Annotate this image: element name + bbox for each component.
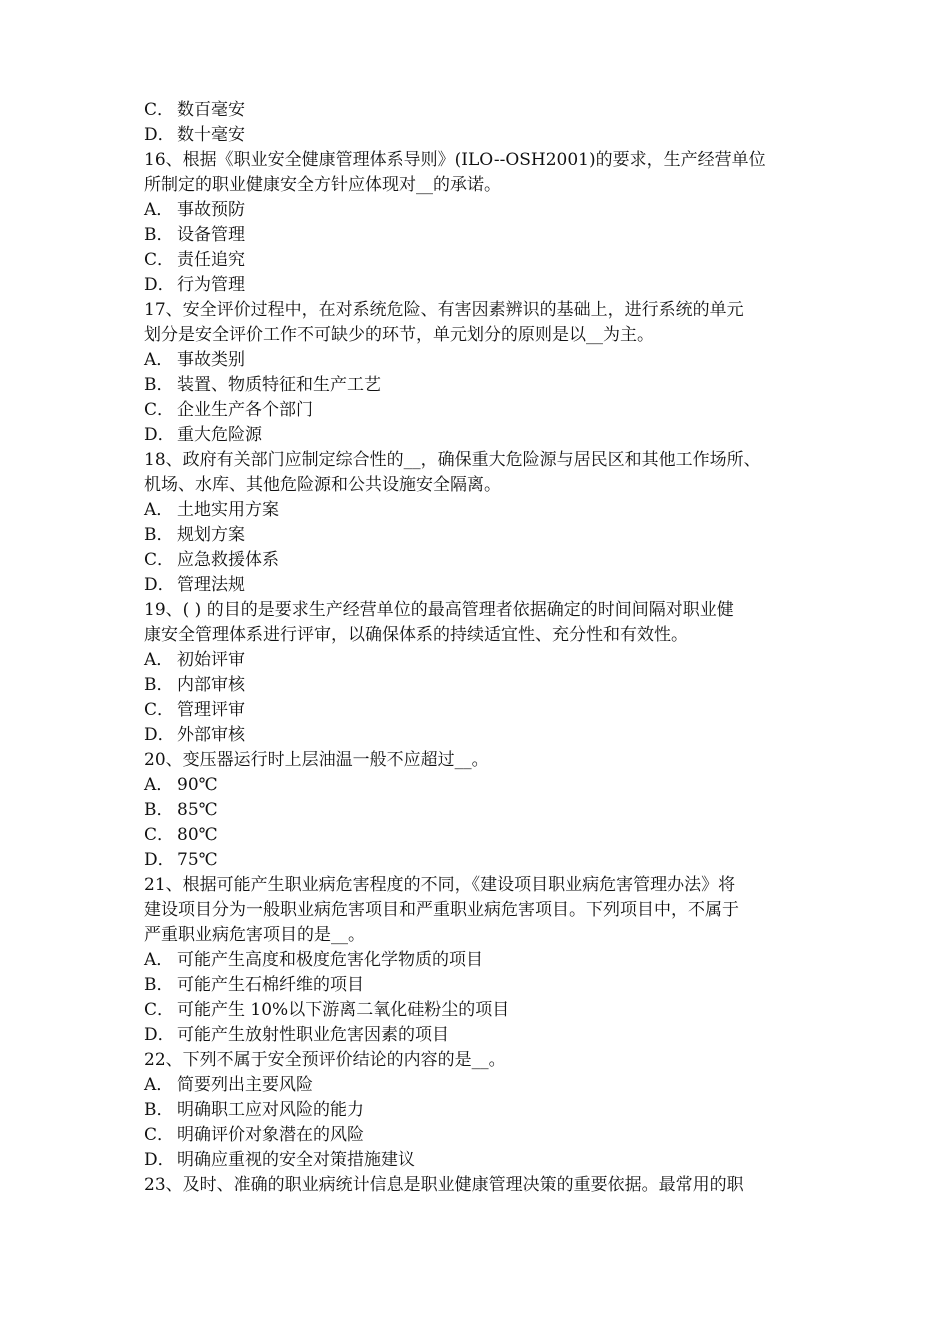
question-text-line: 机场、水库、其他危险源和公共设施安全隔离。 bbox=[144, 475, 501, 495]
option-letter: A． bbox=[144, 500, 174, 520]
option-letter: B． bbox=[144, 800, 174, 820]
answer-option bbox=[144, 823, 824, 848]
option-letter: C． bbox=[144, 100, 175, 120]
option-letter: C． bbox=[144, 1000, 175, 1020]
answer-option bbox=[144, 523, 824, 548]
question-text-line: 所制定的职业健康安全方针应体现对__的承诺。 bbox=[144, 175, 501, 195]
answer-option bbox=[144, 773, 824, 798]
option-letter: B． bbox=[144, 525, 174, 545]
option-text: 责任追究 bbox=[177, 250, 245, 270]
question-text-line: 19、( ) 的目的是要求生产经营单位的最高管理者依据确定的时间间隔对职业健 bbox=[144, 600, 734, 620]
option-letter: B． bbox=[144, 1100, 174, 1120]
answer-option bbox=[144, 548, 824, 573]
answer-option bbox=[144, 348, 824, 373]
option-letter: A． bbox=[144, 200, 174, 220]
option-text: 事故类别 bbox=[177, 350, 245, 370]
option-text: 重大危险源 bbox=[177, 425, 262, 445]
option-letter: D． bbox=[144, 1025, 175, 1045]
question-text-line: 严重职业病危害项目的是__。 bbox=[144, 925, 365, 945]
question-text-line: 康安全管理体系进行评审，以确保体系的持续适宜性、充分性和有效性。 bbox=[144, 625, 688, 645]
question-text-line: 21、根据可能产生职业病危害程度的不同，《建设项目职业病危害管理办法》将 bbox=[144, 875, 736, 895]
option-text: 85℃ bbox=[177, 800, 218, 820]
option-text: 初始评审 bbox=[177, 650, 245, 670]
question-text-line: 23、及时、准确的职业病统计信息是职业健康管理决策的重要依据。最常用的职 bbox=[144, 1175, 744, 1195]
answer-option bbox=[144, 223, 824, 248]
option-letter: D． bbox=[144, 1150, 175, 1170]
option-text: 行为管理 bbox=[177, 275, 245, 295]
answer-option bbox=[144, 1023, 824, 1048]
option-text: 企业生产各个部门 bbox=[177, 400, 313, 420]
question-text-line: 16、根据《职业安全健康管理体系导则》(ILO--OSH2001)的要求，生产经营单位 bbox=[144, 150, 766, 170]
option-text: 可能产生石棉纤维的项目 bbox=[177, 975, 364, 995]
option-letter: D． bbox=[144, 125, 175, 145]
option-text: 明确评价对象潜在的风险 bbox=[177, 1125, 364, 1145]
answer-option bbox=[144, 698, 824, 723]
option-text: 可能产生 10%以下游离二氧化硅粉尘的项目 bbox=[177, 1000, 510, 1020]
answer-option bbox=[144, 998, 824, 1023]
option-letter: D． bbox=[144, 425, 175, 445]
option-text: 土地实用方案 bbox=[177, 500, 279, 520]
option-letter: A． bbox=[144, 650, 174, 670]
answer-option bbox=[144, 1148, 824, 1173]
answer-option bbox=[144, 498, 824, 523]
answer-option bbox=[144, 398, 824, 423]
question-text-line: 划分是安全评价工作不可缺少的环节，单元划分的原则是以__为主。 bbox=[144, 325, 654, 345]
option-text: 75℃ bbox=[177, 850, 218, 870]
answer-option bbox=[144, 948, 824, 973]
option-text: 可能产生放射性职业危害因素的项目 bbox=[177, 1025, 449, 1045]
option-letter: D． bbox=[144, 725, 175, 745]
answer-option bbox=[144, 648, 824, 673]
answer-option bbox=[144, 273, 824, 298]
question-text-line: 17、安全评价过程中，在对系统危险、有害因素辨识的基础上，进行系统的单元 bbox=[144, 300, 744, 320]
option-letter: A． bbox=[144, 350, 174, 370]
option-letter: C． bbox=[144, 825, 175, 845]
answer-option bbox=[144, 848, 824, 873]
answer-option bbox=[144, 573, 824, 598]
answer-option bbox=[144, 248, 824, 273]
option-letter: A． bbox=[144, 1075, 174, 1095]
option-text: 装置、物质特征和生产工艺 bbox=[177, 375, 381, 395]
answer-option bbox=[144, 98, 824, 123]
option-text: 管理评审 bbox=[177, 700, 245, 720]
option-letter: A． bbox=[144, 775, 174, 795]
answer-option bbox=[144, 373, 824, 398]
answer-option bbox=[144, 1073, 824, 1098]
option-text: 内部审核 bbox=[177, 675, 245, 695]
option-letter: A． bbox=[144, 950, 174, 970]
option-letter: C． bbox=[144, 400, 175, 420]
option-letter: B． bbox=[144, 675, 174, 695]
answer-option bbox=[144, 973, 824, 998]
question-text-line: 20、变压器运行时上层油温一般不应超过__。 bbox=[144, 750, 489, 770]
answer-option bbox=[144, 123, 824, 148]
option-text: 事故预防 bbox=[177, 200, 245, 220]
option-letter: C． bbox=[144, 1125, 175, 1145]
option-letter: B． bbox=[144, 375, 174, 395]
option-text: 80℃ bbox=[177, 825, 218, 845]
document-body bbox=[144, 98, 824, 1198]
answer-option bbox=[144, 673, 824, 698]
option-text: 规划方案 bbox=[177, 525, 245, 545]
answer-option bbox=[144, 198, 824, 223]
option-text: 数十毫安 bbox=[177, 125, 245, 145]
question-text-line: 18、政府有关部门应制定综合性的__，确保重大危险源与居民区和其他工作场所、 bbox=[144, 450, 761, 470]
option-text: 设备管理 bbox=[177, 225, 245, 245]
option-text: 外部审核 bbox=[177, 725, 245, 745]
option-text: 简要列出主要风险 bbox=[177, 1075, 313, 1095]
option-text: 应急救援体系 bbox=[177, 550, 279, 570]
option-letter: B． bbox=[144, 225, 174, 245]
option-text: 明确应重视的安全对策措施建议 bbox=[177, 1150, 415, 1170]
option-letter: C． bbox=[144, 700, 175, 720]
answer-option bbox=[144, 1098, 824, 1123]
option-text: 明确职工应对风险的能力 bbox=[177, 1100, 364, 1120]
option-text: 管理法规 bbox=[177, 575, 245, 595]
answer-option bbox=[144, 723, 824, 748]
answer-option bbox=[144, 1123, 824, 1148]
option-letter: C． bbox=[144, 550, 175, 570]
option-letter: B． bbox=[144, 975, 174, 995]
option-letter: D． bbox=[144, 575, 175, 595]
answer-option bbox=[144, 423, 824, 448]
option-text: 可能产生高度和极度危害化学物质的项目 bbox=[177, 950, 483, 970]
answer-option bbox=[144, 798, 824, 823]
option-letter: C． bbox=[144, 250, 175, 270]
option-text: 数百毫安 bbox=[177, 100, 245, 120]
option-letter: D． bbox=[144, 275, 175, 295]
option-text: 90℃ bbox=[177, 775, 218, 795]
question-text-line: 22、下列不属于安全预评价结论的内容的是__。 bbox=[144, 1050, 506, 1070]
question-text-line: 建设项目分为一般职业病危害项目和严重职业病危害项目。下列项目中，不属于 bbox=[144, 900, 739, 920]
option-letter: D． bbox=[144, 850, 175, 870]
